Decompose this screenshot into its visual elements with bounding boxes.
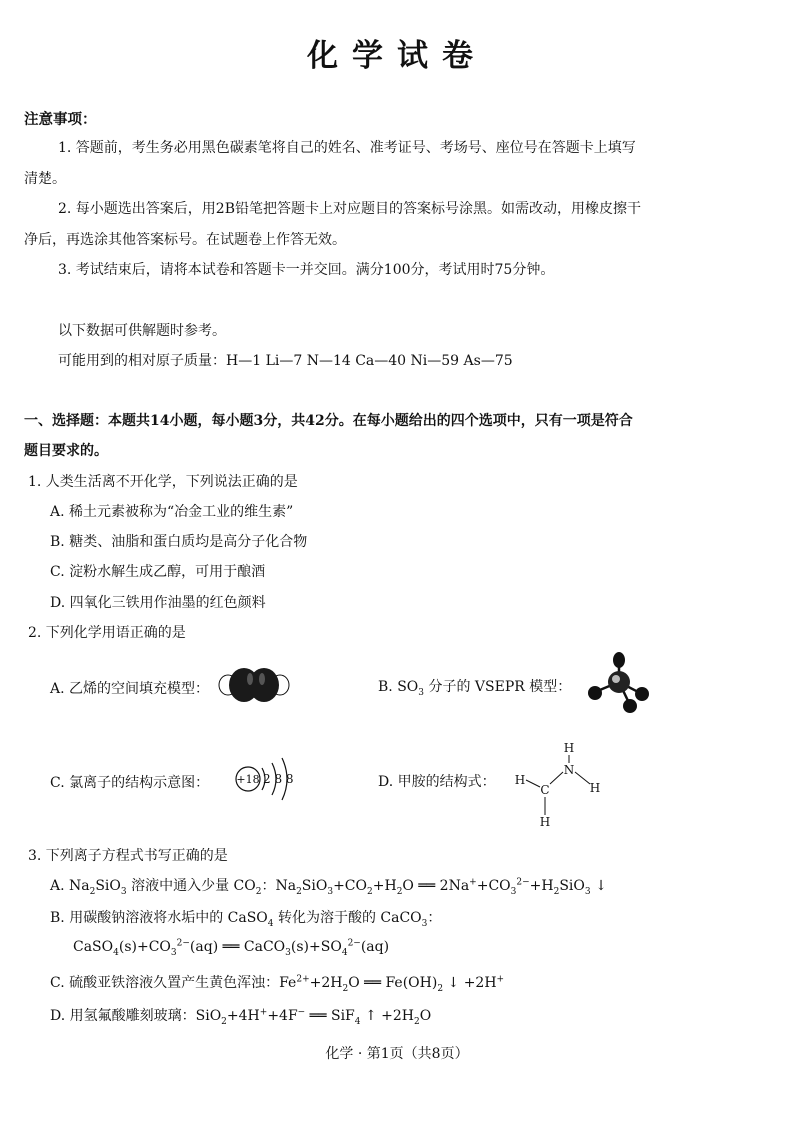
- methylamine-structural-formula: [512, 740, 607, 830]
- reference-line-1: 以下数据可供解题时参考。: [58, 323, 226, 339]
- page-title: 化学试卷: [307, 38, 487, 74]
- notice-item-1-line-2: 清楚。: [24, 171, 66, 187]
- notice-heading: 注意事项：: [24, 111, 97, 128]
- reference-line-2: 可能用到的相对原子质量：H—1 Li—7 N—14 Ca—40 Ni—59 As—75: [58, 353, 513, 369]
- notice-item-1-line-1: 1. 答题前，考生务必用黑色碳素笔将自己的姓名、准考证号、考场号、座位号在答题卡上填写: [58, 140, 636, 156]
- atom-c: C: [540, 783, 550, 797]
- atom-h-top: H: [563, 741, 575, 755]
- so3-vsepr-model: [578, 652, 653, 714]
- chloride-structure-diagram: [234, 755, 304, 803]
- notice-item-3: 3. 考试结束后，请将本试卷和答题卡一并交回。满分100分，考试用时75分钟。: [58, 262, 555, 278]
- q3-option-a: A. $Na_2SiO_3$ 溶液中通入少量 $CO_2$：$Na_2SiO_3+CO_2+H_2O$ ══ $2Na^++CO_3^{2-}+H_2SiO_3$ ↓: [50, 877, 607, 897]
- q2-stem: 2. 下列化学用语正确的是: [28, 625, 186, 641]
- shell-electrons: 2 8 8: [263, 772, 294, 786]
- q3-option-d: D. 用氢氟酸雕刻玻璃：SiO$_2$+4H++4F− ══ SiF$_4$ ↑ $+2H_2O$: [50, 1007, 432, 1027]
- q1-option-d: D. 四氧化三铁用作油墨的红色颜料: [50, 595, 266, 611]
- q3-option-b-equation: $CaSO_4(s)+CO_3^{2-}(aq)$ ══ $CaCO_3(s)+SO_4^{2-}(aq)$: [73, 938, 390, 958]
- q1-option-b: B. 糖类、油脂和蛋白质均是高分子化合物: [50, 534, 308, 550]
- atom-h-left: H: [514, 773, 526, 787]
- page-footer: 化学 · 第1页（共8页）: [325, 1046, 469, 1062]
- q1-stem: 1. 人类生活离不开化学，下列说法正确的是: [28, 474, 298, 490]
- q3-option-b-line-1: B. 用碳酸钠溶液将水垢中的 CaSO$_4$ 转化为溶于酸的 CaCO$_3$：: [50, 910, 442, 929]
- q1-option-a: A. 稀土元素被称为“冶金工业的维生素”: [50, 504, 294, 520]
- q3-stem: 3. 下列离子方程式书写正确的是: [28, 848, 228, 864]
- atom-h-bottom: H: [539, 815, 551, 829]
- q2-option-a: A. 乙烯的空间填充模型：: [50, 681, 210, 697]
- section-heading-line-2: 题目要求的。: [24, 443, 108, 459]
- q2-option-b: B. $SO_3$ 分子的 VSEPR 模型：: [378, 679, 572, 698]
- notice-item-2-line-1: 2. 每小题选出答案后，用2B铅笔把答题卡上对应题目的答案标号涂黑。如需改动，用橡皮擦干: [58, 201, 642, 217]
- ethylene-space-filling-model: [222, 665, 290, 705]
- q1-option-c: C. 淀粉水解生成乙醇，可用于酿酒: [50, 564, 266, 580]
- atom-n: N: [563, 763, 575, 777]
- atom-h-right: H: [589, 781, 601, 795]
- q3-option-c: C. 硫酸亚铁溶液久置产生黄色浑浊：$Fe^{2+}+2H_2O$ ══ $Fe(OH)_2$ ↓ +2H+: [50, 974, 505, 994]
- section-heading-line-1: 一、选择题：本题共14小题，每小题3分，共42分。在每小题给出的四个选项中，只有一项是符合: [24, 413, 633, 429]
- q2-option-c: C. 氯离子的结构示意图：: [50, 775, 210, 791]
- notice-item-2-line-2: 净后，再选涂其他答案标号。在试题卷上作答无效。: [24, 232, 346, 248]
- q2-option-d: D. 甲胺的结构式：: [378, 774, 496, 790]
- nucleus-charge: +18: [236, 773, 260, 786]
